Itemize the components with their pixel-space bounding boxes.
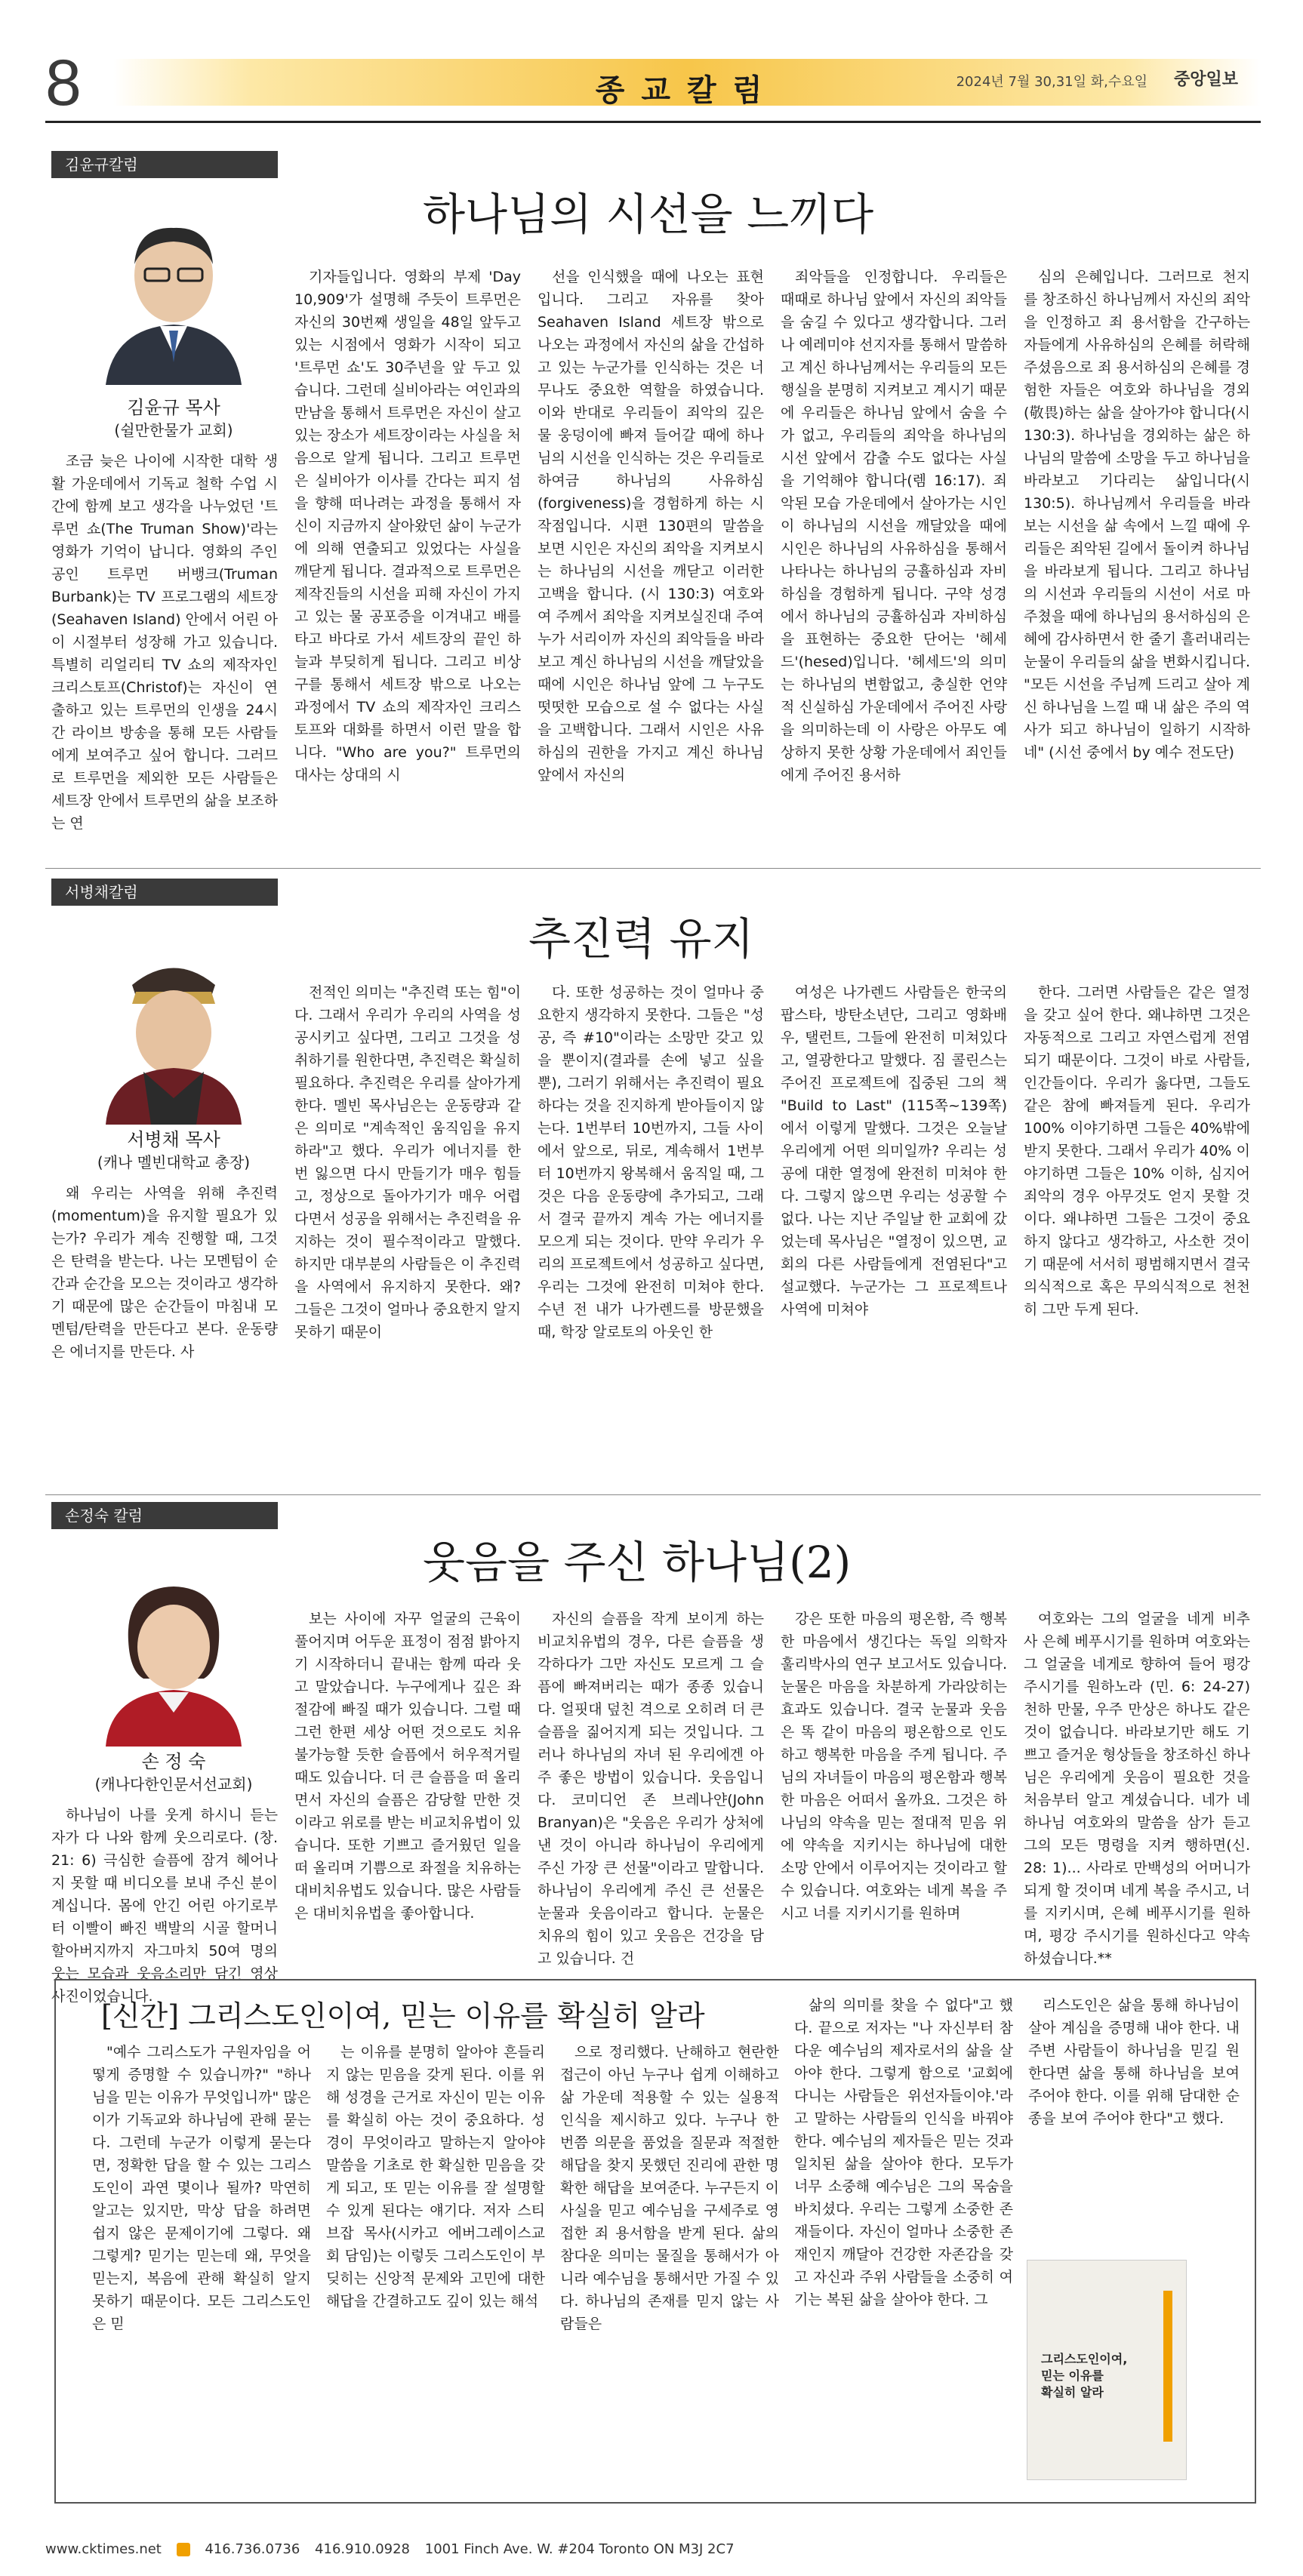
book-cover-image (1027, 2260, 1187, 2480)
footer-website: www.cktimes.net (45, 2541, 162, 2557)
news-title: [신간] 그리스도인이여, 믿는 이유를 확실히 알라 (101, 1999, 705, 2033)
author-photo (91, 943, 257, 1125)
column-label: 손정숙 칼럼 (51, 1502, 278, 1529)
footer-phone: 416.736.0736 (205, 2541, 300, 2557)
news-column: "예수 그리스도가 구원자임을 어떻게 증명할 수 있습니까?" "하나님을 믿는 이유가 무엇입니까" 많은 이가 기독교와 하나님에 관해 묻는다. 그런데 누군가 이렇게 묻는다면, 정확한 답을 할 수 있는 그리스도인이 과연 몇이나 될까? 막연히 알고는 있지만, 막상 답을 하려면 쉽지 않은 문제이기에 그렇다. 왜 그렇게? 믿기는 믿는데 왜, 무엇을 믿는지, 복음에 관해 확실히 알지 못하기 때문이다. 모든 그리스도인은 믿 (92, 2044, 311, 2332)
author-affiliation: (쉴만한물가 교회) (114, 421, 233, 439)
article-divider (45, 1494, 1261, 1495)
news-column: 삶의 의미를 찾을 수 없다"고 했다. 끝으로 저자는 "나 자신부터 참다운 예수님의 제자로서의 삶을 살아야 한다. 그렇게 함으로 '교회에 다니는 사람들은 위선자들이야.'라고 말하는 사람들의 인식을 바꿔야 한다. 예수님의 제자들은 믿는 것과 일치된 삶을 살아야 한다. 모두가 너무 소중해 예수님은 그의 목숨을 바치셨다. 우리는 그렇게 소중한 존재들이다. 자신이 얼마나 소중한 존재인지 깨달아 건강한 자존감을 갖고 자신과 주위 사람들을 소중히 여기는 복된 삶을 살아야 한다. 그 (794, 1997, 1013, 2308)
article-title: 웃음을 주신 하나님(2) (423, 1537, 852, 1588)
article-column: 한다. 그러면 사람들은 같은 열정을 갖고 싶어 한다. 왜냐하면 그것은 자동적으로 그리고 자연스럽게 전염되기 때문이다. 그것이 바로 사람들, 인간들이다. 우리가 옳다면, 그들도 같은 참에 빠져들게 된다. 우리가 100% 이야기하면 그들은 40%밖에 받지 못한다. 그래서 우리가 40% 이야기하면 그들은 10% 이하, 심지어 죄악의 경우 아무것도 얻지 못할 것이다. 왜냐하면 그들은 그것이 중요하지 않다고 생각하고, 사소한 것이기 때문에 서서히 평범해지면서 결국 의식적으로 혹은 무의식적으로 천천히 그만 두게 된다. (1024, 984, 1250, 1318)
page-number: 8 (45, 47, 82, 119)
article-column: 여성은 나가렌드 사람들은 한국의 팝스타, 방탄소년단, 그리고 영화배우, 탤런트, 그들에 완전히 미쳐있다고, 열광한다고 말했다. 짐 콜린스는 주어진 프로젝트에 집중된 그의 책 "Build to Last" (115쪽~139쪽)에서 이렇게 말했다. 그것은 오늘날 우리에게 어떤 의미일까? 우리는 성공에 대한 열정에 완전히 미쳐야 한다. 그렇지 않으면 우리는 성공할 수 없다. 나는 지난 주일날 한 교회에 갔었는데 목사님은 "열정이 있으면, 교회의 다른 사람들에게 전염된다"고 설교했다. 누군가는 그 프로젝트나 사역에 미쳐야 (781, 984, 1007, 1318)
author-name: 서병채 목사 (127, 1129, 220, 1150)
article-column: 전적인 의미는 "추진력 또는 힘"이다. 그래서 우리가 우리의 사역을 성공시키고 싶다면, 그리고 그것을 성취하기를 원한다면, 추진력은 확실히 필요하다. 추진력은 우리를 살아가게 한다. 멜빈 목사님은는 운동량과 같은 의미로 "계속적인 움직임을 유지하라"고 했다. 우리가 에너지를 한 번 잃으면 다시 만들기가 매우 힘들고, 정상으로 돌아가기가 매우 어렵다면서 성공을 위해서는 추진력을 유지하는 것이 필수적이라고 말했다. 하지만 대부분의 사람들은 이 추진력을 사역에서 유지하지 못한다. 왜? 그들은 그것이 얼마나 중요한지 알지 못하기 때문이 (294, 984, 521, 1340)
author-photo (91, 1565, 257, 1747)
column-label: 서병채칼럼 (51, 879, 278, 906)
column-label: 김윤규칼럼 (51, 151, 278, 178)
author-affiliation: (캐나 멜빈대학교 총장) (97, 1153, 251, 1171)
top-rule (45, 121, 1261, 123)
phone-icon (177, 2543, 190, 2556)
footer-fax: 416.910.0928 (315, 2541, 411, 2557)
article-divider (45, 868, 1261, 869)
masthead (45, 45, 1261, 121)
article-column: 자신의 슬픔을 작게 보이게 하는 비교치유법의 경우, 다른 슬픔을 생각하다가 그만 자신도 모르게 그 슬픔에 빠져버리는 때가 종종 있습니다. 얼핏대 덮친 격으로 오히려 더 큰 슬픔을 짊어지게 되는 것입니다. 그러나 하나님의 자녀 된 우리에겐 아주 좋은 방법이 있습니다. 웃음입니다. 코미디언 존 브레나얀(John Branyan)은 "웃음은 우리가 상처에 낸 것이 아니라 하나님이 우리에게 주신 가장 큰 선물"이라고 말합니다. 하나님이 우리에게 주신 큰 선물은 눈물과 웃음이라고 합니다. 눈물은 치유의 힘이 있고 웃음은 건강을 담고 있습니다. 건 (538, 1611, 764, 1967)
article-column: 기자들입니다. 영화의 부제 'Day 10,909'가 설명해 주듯이 트루먼은 자신의 30번째 생일을 48일 앞두고 있는 시점에서 영화가 시작이 되고 '트루먼 쇼'도 30주년을 앞 두고 있습니다. 그런데 실비아라는 여인과의 만남을 통해서 트루먼은 자신이 살고 있는 장소가 세트장이라는 사실을 처음으로 알게 됩니다. 그리고 트루먼은 실비아가 이사를 간다는 피지 섬을 향해 떠나려는 과정을 통해서 자신이 지금까지 살아왔던 삶이 누군가에 의해 연출되고 있었다는 사실을 깨닫게 됩니다. 결과적으로 트루먼은 제작진들의 시선을 피해 자신이 가지고 있는 물 공포증을 이겨내고 배를 타고 바다로 가서 세트장의 끝인 하늘과 부딪히게 됩니다. 그리고 비상구를 통해서 세트장 밖으로 나오는 과정에서 TV 쇼의 제작자인 크리스토프와 대화를 하면서 이런 말을 합니다. "Who are you?" 트루먼의 대사는 상대의 시 (294, 269, 521, 783)
news-box (54, 1979, 1256, 2504)
news-column: 으로 정리했다. 난해하고 현란한 접근이 아닌 누구나 쉽게 이해하고 삶 가운데 적용할 수 있는 실용적 인식을 제시하고 있다. 누구나 한 번쯤 의문을 품었을 질문과 적절한 해답을 찾지 못했던 진리에 관한 명확한 해답을 보여준다. 누구든지 이 사실을 믿고 예수님을 구세주로 영접한 죄 용서함을 받게 된다. 삶의 참다운 의미는 물질을 통해서가 아니라 예수님을 통해서만 가질 수 있다. 하나님의 존재를 믿지 않는 사람들은 (560, 2044, 779, 2332)
book-cover-stripe (1163, 2291, 1172, 2442)
footer-address: 1001 Finch Ave. W. #204 Toronto ON M3J 2C7 (424, 2541, 735, 2557)
article-column: 강은 또한 마음의 평온함, 즉 행복한 마음에서 생긴다는 독일 의학자 훌리박사의 연구 보고서도 있습니다. 눈물은 마음을 차분하게 가라앉히는 효과도 있습니다. 결국 눈물과 웃음은 똑 같이 마음의 평온함으로 인도하고 행복한 마음을 주게 됩니다. 주님의 자녀들이 마음의 평온함과 행복한 마음은 어떠서 올까요. 그것은 하나님의 약속을 믿는 절대적 믿음 위에 약속을 지키시는 하나님에 대한 소망 안에서 이루어지는 것이라고 할 수 있습니다. 여호와는 네게 복을 주시고 너를 지키시기를 원하며 (781, 1611, 1007, 1922)
book-cover-title: 그리스도인이여, 믿는 이유를 확실히 알라 (1041, 2352, 1128, 2399)
article-column: 하나님이 나를 웃게 하시니 듣는 자가 다 나와 함께 웃으리로다. (창. 21: 6) 극심한 슬픔에 잠겨 헤어나지 못할 때 비디오를 보내 주신 분이 계십니다. 몸에 안긴 어린 아기로부터 이빨이 빠진 백발의 시골 할머니 할아버지까지 자그마치 50여 명의 웃는 모습과 웃음소리만 담긴 영상 사진이었습니다. (51, 1807, 278, 2005)
article-column: 죄악들을 인정합니다. 우리들은 때때로 하나님 앞에서 자신의 죄악들을 숨길 수 있다고 생각합니다. 그러나 예레미야 선지자를 통해서 말씀하고 계신 하나님께서는 우리들의 모든 행실을 분명히 지켜보고 계시기 때문에 우리들은 하나님 앞에서 숨을 수가 없고, 우리들의 죄악을 하나님의 시선 앞에서 감출 수도 없다는 사실을 기억해야 합니다(렘 16:17). 죄악된 모습 가운데에서 살아가는 시인이 하나님의 시선을 깨달았을 때에 시인은 하나님의 사유하심을 통해서 나타나는 하나님의 긍휼하심과 자비하심을 경험하게 됩니다. 구약 성경에서 하나님의 긍휼하심과 자비하심을 표현하는 중요한 단어는 '헤세드'(hesed)입니다. '헤세드'의 의미는 하나님의 변함없고, 충실한 언약적 신실하심 가운데에서 주어진 사랑을 의미하는데 이 사랑은 아무도 예상하지 못한 상황 가운데에서 죄인들에게 주어진 용서하 (781, 269, 1007, 783)
paper-name: 중앙일보 (1173, 70, 1238, 89)
article-title: 하나님의 시선을 느끼다 (423, 189, 874, 240)
article-column: 심의 은혜입니다. 그러므로 천지를 창조하신 하나님께서 자신의 죄악을 인정하고 죄 용서함을 간구하는 자들에게 사유하심의 은혜를 허락해 주셨음으로 죄 용서하심의 은혜를 경험한 자들은 여호와 하나님을 경외(敬畏)하는 삶을 살아가야 합니다(시 130:3). 하나님을 경외하는 삶은 하나님의 말씀에 소망을 두고 하나님을 바라보고 기다리는 삶입니다(시 130:5). 하나님께서 우리들을 바라보는 시선을 삶 속에서 느낄 때에 우리들은 죄악된 길에서 돌이켜 하나님을 바라보게 됩니다. 그리고 하나님의 시선과 우리들의 시선이 서로 마주쳤을 때에 하나님의 용서하심의 은혜에 감사하면서 한 줄기 흘러내리는 눈물이 우리들의 삶을 변화시킵니다. "모든 시선을 주님께 드리고 살아 계신 하나님을 느낄 때 내 삶은 주의 역사가 되고 하나님이 일하기 시작하네" (시선 중에서 by 예수 전도단) (1024, 269, 1250, 761)
article-column: 다. 또한 성공하는 것이 얼마나 중요한지 생각하지 못한다. 그들은 "성공, 즉 #10"이라는 소망만 갖고 있을 뿐이지(결과를 손에 넣고 싶을 뿐), 그러기 위해서는 추진력이 필요하다는 것을 진지하게 받아들이지 않는다. 1번부터 10번까지, 그들 사이에서 앞으로, 뒤로, 계속해서 1번부터 10번까지 왕복해서 움직일 때, 그것은 다음 운동량에 추가되고, 그래서 결국 끝까지 계속 가는 에너지를 모으게 되는 것이다. 만약 우리가 우리의 프로젝트에서 성공하고 싶다면, 우리는 그것에 완전히 미쳐야 한다. 수년 전 내가 나가렌드를 방문했을 때, 학장 알로토의 아웃인 한 (538, 984, 764, 1340)
article-title: 추진력 유지 (528, 913, 754, 965)
author-affiliation: (캐나다한인문서선교회) (94, 1775, 253, 1793)
news-column: 는 이유를 분명히 알아야 흔들리지 않는 믿음을 갖게 된다. 이를 위해 성경을 근거로 자신이 믿는 이유를 확실히 아는 것이 중요하다. 성경이 무엇이라고 말하는지 알아야 말씀을 기초로 한 확실한 믿음을 갖게 되고, 또 믿는 이유를 잘 설명할 수 있게 된다는 얘기다. 저자 스티브잡 목사(시카고 에버그레이스교회 담임)는 이렇듯 그리스도인이 부딪히는 신앙적 문제와 고민에 대한 해답을 간결하고도 깊이 있는 해석 (326, 2044, 545, 2310)
section-title: 종교칼럼 (595, 73, 779, 108)
article-column: 보는 사이에 자꾸 얼굴의 근육이 풀어지며 어두운 표정이 점점 밝아지기 시작하더니 끝내는 함께 따라 웃고 말았습니다. 누구에게나 깊은 좌절감에 빠질 때가 있습니다. 그럴 때 그런 한편 세상 어떤 것으로도 치유 불가능할 듯한 슬픔에서 허우적거릴 때도 있습니다. 더 큰 슬픔을 떠 올리면서 자신의 슬픔은 감당할 만한 것이라고 위로를 받는 비교치유법이 있습니다. 또한 기쁘고 즐거웠던 일을 떠 올리며 기쁨으로 좌절을 치유하는 대비치유법도 있습니다. 많은 사람들은 대비치유법을 좋아합니다. (294, 1611, 521, 1922)
author-name: 손 정 숙 (141, 1751, 206, 1772)
news-column: 리스도인은 삶을 통해 하나님이 살아 계심을 증명해 내야 한다. 내 주변 사람들이 하나님을 믿길 원한다면 삶을 통해 하나님을 보여 주어야 한다. 이를 위해 담대한 순종을 보여 주어야 한다"고 했다. (1028, 1997, 1240, 2127)
article-column: 조금 늦은 나이에 시작한 대학 생활 가운데에서 기독교 철학 수업 시간에 함께 보고 생각을 나누었던 '트루먼 쇼(The Truman Show)'라는 영화가 기억이 납니다. 영화의 주인공인 트루먼 버뱅크(Truman Burbank)는 TV 프로그램의 세트장(Seahaven Island) 안에서 어린 아이 시절부터 성장해 가고 있습니다. 특별히 리얼리티 TV 쇼의 제작자인 크리스토프(Christof)는 자신이 연출하고 있는 트루먼의 인생을 24시간 라이브 방송을 통해 모든 사람들에게 보여주고 싶어 합니다. 그러므로 트루먼을 제외한 모든 사람들은 세트장 안에서 트루먼의 삶을 보조하는 연 (51, 453, 278, 832)
author-photo (91, 204, 257, 385)
article-column: 선을 인식했을 때에 나오는 표현입니다. 그리고 자유를 찾아 Seahaven Island 세트장 밖으로 나오는 과정에서 자신의 삶을 간섭하고 있는 누군가를 인식하는 것은 너무나도 중요한 역할을 하였습니다. 이와 반대로 우리들이 죄악의 깊은 물 웅덩이에 빠져 들어갈 때에 하나님의 시선을 인식하는 것은 우리들로 하여금 하나님의 사유하심(forgiveness)을 경험하게 하는 시작점입니다. 시편 130편의 말씀을 보면 시인은 자신의 죄악을 지켜보시는 하나님의 시선을 깨닫고 이러한 고백을 합니다. (시 130:3) 여호와여 주께서 죄악을 지켜보실진대 주여 누가 서리이까 자신의 죄악들을 바라보고 계신 하나님의 시선을 깨달았을 때에 시인은 하나님 앞에 그 누구도 떳떳한 모습으로 설 수 없다는 사실을 고백합니다. 그래서 시인은 사유하심의 권한을 가지고 계신 하나님 앞에서 자신의 (538, 269, 764, 783)
article-column: 왜 우리는 사역을 위해 추진력(momentum)을 유지할 필요가 있는가? 우리가 계속 진행할 때, 그것은 탄력을 받는다. 나는 모멘텀이 순간과 순간을 모으는 것이라고 생각하기 때문에 많은 순간들이 마침내 모멘텀/탄력을 만든다고 본다. 운동량은 에너지를 만든다. 사 (51, 1185, 278, 1360)
article-column: 여호와는 그의 얼굴을 네게 비추사 은혜 베푸시기를 원하며 여호와는 그 얼굴을 네게로 향하여 들어 평강 주시기를 원하노라 (민. 6: 24-27) 천하 만물, 우주 만상은 하나도 같은 것이 없습니다. 바라보기만 해도 기쁘고 즐거운 형상들을 창조하신 하나님은 우리에게 웃음이 필요한 것을 처음부터 알고 계셨습니다. 네가 네 하나님 여호와의 말씀을 삼가 듣고 그의 모든 명령을 지켜 행하면(신. 28: 1)... 사라로 만백성의 어머니가 되게 할 것이며 네게 복을 주시고, 너를 지키시며, 은혜 베푸시기를 원하며, 평강 주시기를 원하신다고 약속 하셨습니다.** (1024, 1611, 1250, 1967)
author-name: 김윤규 목사 (127, 397, 220, 418)
issue-date: 2024년 7월 30,31일 화,수요일 (956, 74, 1147, 90)
footer (45, 2536, 1261, 2563)
